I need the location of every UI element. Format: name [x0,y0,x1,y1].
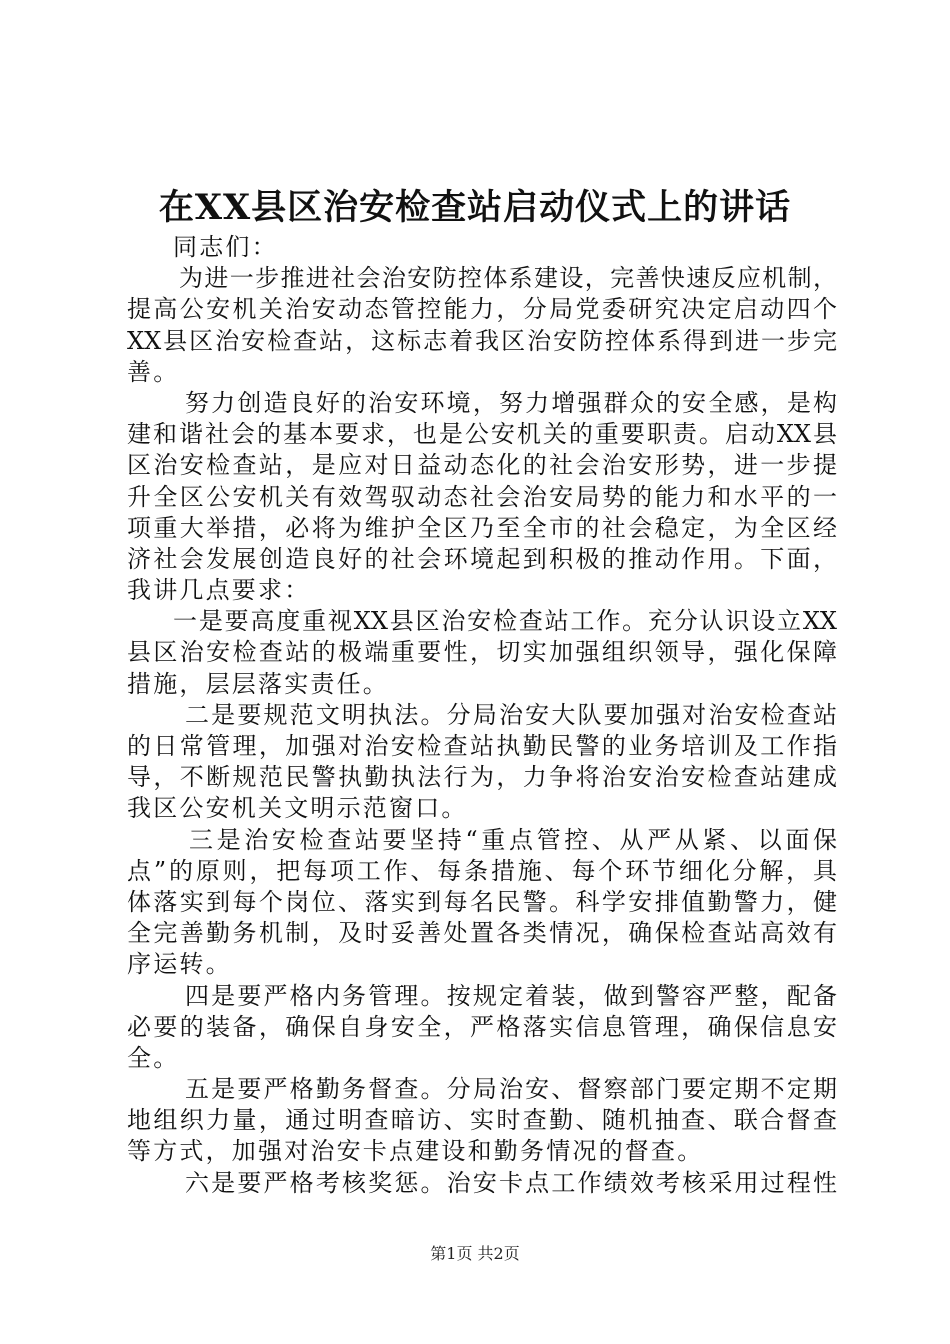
paragraph-line: 六是要严格考核奖惩。治安卡点工作绩效考核采用过程性 [185,1168,837,1197]
paragraph-line: 我讲几点要求： [127,576,311,605]
paragraph-line: 点”的原则，把每项工作、每条措施、每个环节细化分解，具 [127,856,837,885]
paragraph-line: 序运转。 [127,950,232,979]
paragraph-line: 三是治安检查站要坚持“重点管控、从严从紧、以面保 [189,825,837,854]
paragraph-line: 四是要严格内务管理。按规定着装，做到警容严整，配备 [185,981,837,1010]
greeting-line: 同志们： [173,233,278,261]
paragraph-line: 努力创造良好的治安环境，努力增强群众的安全感，是构 [185,388,837,417]
paragraph-line: 二是要规范文明执法。分局治安大队要加强对治安检查站 [185,700,837,729]
paragraph-line: 我区公安机关文明示范窗口。 [127,794,468,823]
paragraph-line: 升全区公安机关有效驾驭动态社会治安局势的能力和水平的一 [127,482,837,511]
page-number-footer: 第1页 共2页 [430,1244,520,1263]
paragraph-line: 体落实到每个岗位、落实到每名民警。科学安排值勤警力，健 [127,887,837,916]
paragraph-line: 地组织力量，通过明查暗访、实时查勤、随机抽查、联合督查 [127,1106,837,1135]
paragraph-line: XX县区治安检查站，这标志着我区治安防控体系得到进一步完 [127,326,837,355]
paragraph-line: 全。 [127,1043,180,1072]
paragraph-line: 建和谐社会的基本要求，也是公安机关的重要职责。启动XX县 [127,420,837,449]
paragraph-line: 全完善勤务机制，及时妥善处置各类情况，确保检查站高效有 [127,919,837,948]
paragraph-line: 导，不断规范民警执勤执法行为，力争将治安治安检查站建成 [127,763,837,792]
paragraph-line: 济社会发展创造良好的社会环境起到积极的推动作用。下面， [127,544,837,573]
paragraph-line: 必要的装备，确保自身安全，严格落实信息管理，确保信息安 [127,1012,837,1041]
paragraph-line: 等方式，加强对治安卡点建设和勤务情况的督查。 [127,1137,704,1166]
paragraph-line: 提高公安机关治安动态管控能力，分局党委研究决定启动四个 [127,295,837,324]
paragraph-line: 善。 [127,357,180,386]
paragraph-line: 五是要严格勤务督查。分局治安、督察部门要定期不定期 [185,1075,837,1104]
document-title: 在XX县区治安检查站启动仪式上的讲话 [158,187,792,228]
paragraph-line: 为进一步推进社会治安防控体系建设，完善快速反应机制， [179,264,837,293]
paragraph-line: 的日常管理，加强对治安检查站执勤民警的业务培训及工作指 [127,732,837,760]
document-body [127,232,837,1199]
paragraph-line: 县区治安检查站的极端重要性，切实加强组织领导，强化保障 [127,638,837,667]
paragraph-line: 措施，层层落实责任。 [127,669,389,698]
paragraph-line: 项重大举措，必将为维护全区乃至全市的社会稳定，为全区经 [127,513,837,542]
paragraph-line: 一是要高度重视XX县区治安检查站工作。充分认识设立XX [173,607,837,636]
paragraph-line: 区治安检查站，是应对日益动态化的社会治安形势，进一步提 [127,451,837,480]
